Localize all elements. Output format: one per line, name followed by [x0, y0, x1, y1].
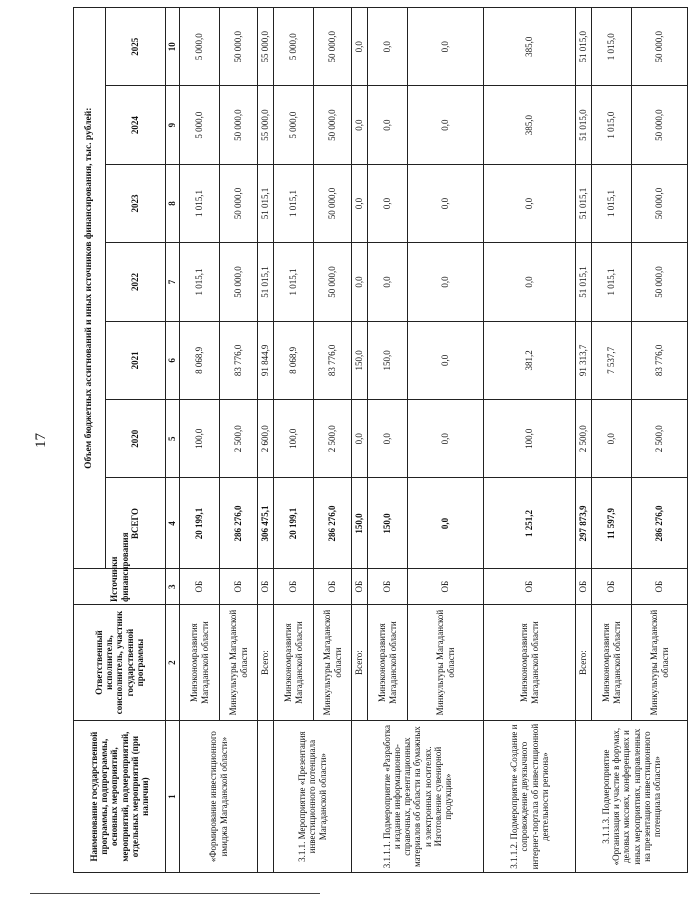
source: ОБ: [632, 569, 688, 604]
table-row: [576, 8, 592, 873]
table-row: [352, 8, 368, 873]
value-cell: 50 000,0: [220, 86, 258, 164]
table-row: [258, 8, 274, 873]
value-cell: 51 015,0: [576, 8, 592, 86]
value-cell: 150,0: [352, 321, 368, 399]
value-cell: 50 000,0: [314, 8, 352, 86]
col-number: 2: [166, 604, 180, 720]
value-cell: 1 015,1: [180, 243, 220, 321]
executor: Минэкономразвития Магаданской области: [592, 604, 632, 720]
value-cell: 5 000,0: [274, 8, 314, 86]
value-cell: 0,0: [368, 243, 408, 321]
source: ОБ: [576, 569, 592, 604]
value-total: 150,0: [352, 478, 368, 569]
executor: Всего:: [352, 604, 368, 720]
value-cell: 51 015,1: [576, 164, 592, 242]
value-total: 286 276,0: [314, 478, 352, 569]
value-cell: 0,0: [352, 164, 368, 242]
value-cell: 1 015,1: [274, 243, 314, 321]
value-cell: 0,0: [352, 400, 368, 478]
source: ОБ: [180, 569, 220, 604]
value-cell: 91 844,9: [258, 321, 274, 399]
source: ОБ: [258, 569, 274, 604]
value-cell: 1 015,1: [592, 164, 632, 242]
value-cell: 5 000,0: [180, 8, 220, 86]
value-cell: 385,0: [484, 86, 576, 164]
value-cell: 0,0: [484, 243, 576, 321]
value-cell: 55 000,0: [258, 86, 274, 164]
value-cell: 8 068,9: [274, 321, 314, 399]
value-cell: 1 015,0: [592, 86, 632, 164]
executor: Всего:: [258, 604, 274, 720]
executor: Минэкономразвития Магаданской области: [368, 604, 408, 720]
value-cell: 2 500,0: [576, 400, 592, 478]
executor: Минкультуры Магаданской области: [632, 604, 688, 720]
value-cell: 0,0: [408, 321, 484, 399]
value-cell: 0,0: [592, 400, 632, 478]
executor: Минэкономразвития Магаданской области: [180, 604, 220, 720]
col-number: 4: [166, 478, 180, 569]
value-cell: 2 600,0: [258, 400, 274, 478]
table-row: [484, 8, 576, 873]
value-total: 150,0: [368, 478, 408, 569]
value-cell: 0,0: [408, 400, 484, 478]
value-total: 306 475,1: [258, 478, 274, 569]
executor: Минэкономразвития Магаданской области: [274, 604, 314, 720]
source: ОБ: [274, 569, 314, 604]
value-cell: 0,0: [368, 8, 408, 86]
source: ОБ: [592, 569, 632, 604]
value-cell: 1 015,0: [592, 8, 632, 86]
value-cell: 50 000,0: [632, 243, 688, 321]
table-row: [180, 8, 220, 873]
value-cell: 55 000,0: [258, 8, 274, 86]
col-number: 10: [166, 8, 180, 86]
value-cell: 50 000,0: [632, 8, 688, 86]
footer-rule: [30, 893, 320, 894]
source: ОБ: [368, 569, 408, 604]
source: ОБ: [408, 569, 484, 604]
value-cell: 1 015,1: [592, 243, 632, 321]
col-number: 5: [166, 400, 180, 478]
value-cell: 91 313,7: [576, 321, 592, 399]
header-col-source: Источники финансирования: [74, 569, 166, 604]
value-cell: 385,0: [484, 8, 576, 86]
executor: Минэкономразвития Магаданской области: [484, 604, 576, 720]
value-cell: 100,0: [274, 400, 314, 478]
value-total: 20 199,1: [180, 478, 220, 569]
value-cell: 83 776,0: [314, 321, 352, 399]
value-total: 286 276,0: [632, 478, 688, 569]
source: ОБ: [220, 569, 258, 604]
value-cell: 50 000,0: [632, 86, 688, 164]
item-name: 3.1.1.3. Подмероприятие «Организация и участие в форумах, деловых миссиях, конференциях и иных мероприятиях, направленных на презентацию инвестиционного потенциала области»: [576, 721, 688, 873]
header-year: 2023: [106, 164, 166, 242]
value-total: 286 276,0: [220, 478, 258, 569]
page-number: 17: [33, 433, 49, 448]
value-total: 0,0: [408, 478, 484, 569]
source: ОБ: [352, 569, 368, 604]
value-cell: 381,2: [484, 321, 576, 399]
value-cell: 50 000,0: [220, 164, 258, 242]
value-cell: 0,0: [408, 86, 484, 164]
executor: Минкультуры Магаданской области: [408, 604, 484, 720]
item-name: 3.1.1. Мероприятие «Презентация инвестиционного потенциала Магаданской области»: [274, 721, 352, 873]
value-cell: 51 015,1: [258, 243, 274, 321]
value-cell: 0,0: [408, 243, 484, 321]
value-cell: 0,0: [408, 164, 484, 242]
value-cell: 150,0: [368, 321, 408, 399]
header-total: ВСЕГО: [106, 478, 166, 569]
value-cell: 51 015,1: [576, 243, 592, 321]
item-name: 3.1.1.2. Подмероприятие «Создание и сопровождение двуязычного интернет-портала об инвестиционной деятельности региона»: [484, 721, 576, 873]
col-number: 8: [166, 164, 180, 242]
value-cell: 1 015,1: [180, 164, 220, 242]
funding-table-rotated: [73, 7, 670, 873]
value-cell: 50 000,0: [632, 164, 688, 242]
value-cell: 50 000,0: [314, 164, 352, 242]
header-funding-group: Объем бюджетных ассигнований и иных источников финансирования, тыс. рублей:: [74, 8, 106, 570]
value-cell: 5 000,0: [180, 86, 220, 164]
value-cell: 0,0: [408, 8, 484, 86]
header-col-name: Наименование государственной программы, подпрограммы, основных мероприятий, мероприятий, подмероприятий, отдельных мероприятий (при наличии): [74, 721, 166, 873]
value-cell: 100,0: [180, 400, 220, 478]
item-name: 3.1.1.1. Подмероприятие «Разработка и издание информационно-справочных, презентационных материалов об области на бумажных и электронных носителях. Изготовление сувенирной продукции»: [352, 721, 484, 873]
header-col-executor: Ответственный исполнитель, соисполнитель, участник государственной программы: [74, 604, 166, 720]
value-cell: 83 776,0: [220, 321, 258, 399]
value-cell: 5 000,0: [274, 86, 314, 164]
value-cell: 2 500,0: [220, 400, 258, 478]
header-row-group: [74, 8, 106, 873]
col-number: 6: [166, 321, 180, 399]
value-cell: 50 000,0: [314, 86, 352, 164]
value-cell: 7 537,7: [592, 321, 632, 399]
value-cell: 0,0: [368, 86, 408, 164]
value-cell: 2 500,0: [314, 400, 352, 478]
value-cell: 1 015,1: [274, 164, 314, 242]
source: ОБ: [314, 569, 352, 604]
item-name: [258, 721, 274, 873]
source: ОБ: [484, 569, 576, 604]
value-cell: 0,0: [352, 243, 368, 321]
funding-table: [73, 7, 688, 873]
value-cell: 2 500,0: [632, 400, 688, 478]
value-cell: 0,0: [352, 8, 368, 86]
executor: Минкультуры Магаданской области: [314, 604, 352, 720]
value-cell: 100,0: [484, 400, 576, 478]
value-cell: 83 776,0: [632, 321, 688, 399]
value-cell: 0,0: [368, 164, 408, 242]
col-number: 3: [166, 569, 180, 604]
value-cell: 51 015,1: [258, 164, 274, 242]
value-cell: 0,0: [352, 86, 368, 164]
col-number: 9: [166, 86, 180, 164]
value-total: 297 873,9: [576, 478, 592, 569]
header-year: 2025: [106, 8, 166, 86]
header-year: 2021: [106, 321, 166, 399]
value-cell: 50 000,0: [220, 8, 258, 86]
header-year: 2022: [106, 243, 166, 321]
column-number-row: [166, 8, 180, 873]
header-year: 2024: [106, 86, 166, 164]
value-cell: 50 000,0: [314, 243, 352, 321]
value-total: 1 251,2: [484, 478, 576, 569]
value-cell: 51 015,0: [576, 86, 592, 164]
value-cell: 8 068,9: [180, 321, 220, 399]
col-number: 7: [166, 243, 180, 321]
executor: Всего:: [576, 604, 592, 720]
value-cell: 0,0: [484, 164, 576, 242]
table-row: [274, 8, 314, 873]
value-total: 11 597,9: [592, 478, 632, 569]
value-cell: 0,0: [368, 400, 408, 478]
executor: Минкультуры Магаданской области: [220, 604, 258, 720]
col-number: 1: [166, 721, 180, 873]
item-name: «Формирование инвестиционного имиджа Магаданской области»: [180, 721, 258, 873]
value-cell: 50 000,0: [220, 243, 258, 321]
value-total: 20 199,1: [274, 478, 314, 569]
header-year: 2020: [106, 400, 166, 478]
